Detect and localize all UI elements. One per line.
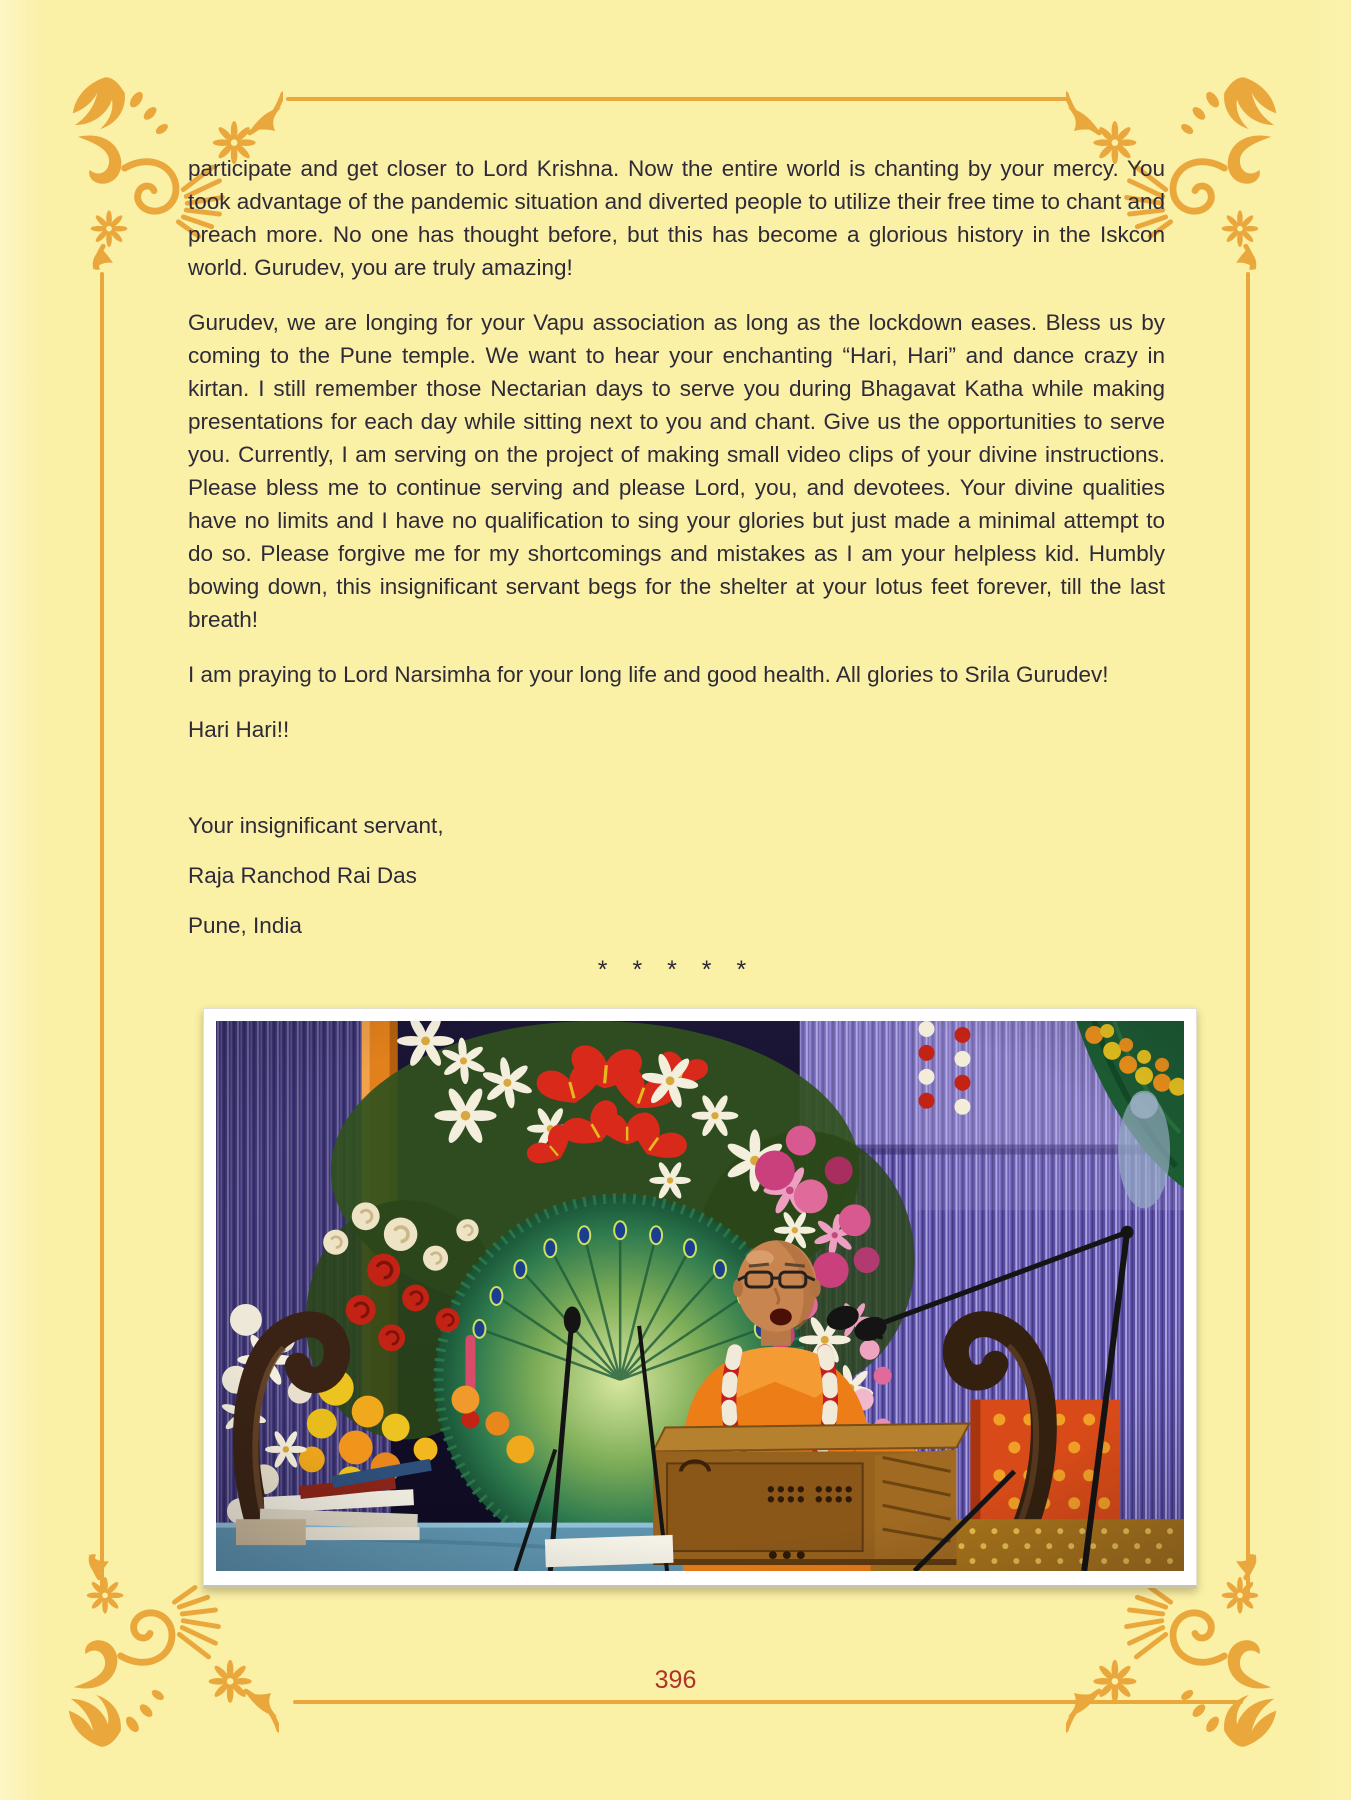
photo-frame <box>203 1008 1197 1588</box>
letter-paragraph: Hari Hari!! <box>188 717 290 742</box>
border-line-left <box>100 272 104 1600</box>
kirtan-photo <box>216 1021 1184 1571</box>
asterisk-separator: * * * * * <box>597 956 756 984</box>
letter-paragraph: Gurudev, we are longing for your Vapu association as long as the lockdown eases. Bless us by coming to the Pune temple. We want to hear your enchanting “Hari, Hari” and dance crazy in kirtan. I still remember those Nectarian days to serve you during Bhagavat Katha while making presentations for each day while sitting next to you and chant. Give us the opportunities to serve you. Currently, I am serving on the project of making small video clips of your divine instructions. Please bless me to continue serving and please Lord, you, and devotees. Your divine qualities have no limits and I have no qualification to sing your glories but just made a minimal attempt to do so. Please forgive me for my shortcomings and mistakes as I am your helpless kid. Humbly bowing down, this insignificant servant begs for the shelter at your lotus feet forever, till the last breath! <box>188 310 1165 632</box>
border-line-top <box>286 97 1070 101</box>
letter-paragraph: I am praying to Lord Narsimha for your long life and good health. All glories to Srila Gurudev! <box>188 662 1109 687</box>
letter-body <box>188 152 1165 987</box>
signature-line: Pune, India <box>188 913 302 938</box>
signature-line: Raja Ranchod Rai Das <box>188 863 417 888</box>
signature-block <box>188 809 1165 942</box>
border-line-right <box>1246 272 1250 1600</box>
page-number: 396 <box>654 1666 697 1694</box>
letter-paragraph: participate and get closer to Lord Krishna. Now the entire world is chanting by your mercy. You took advantage of the pandemic situation and diverted people to utilize their free time to chant and preach more. No one has thought before, but this has become a glorious history in the Iskcon world. Gurudev, you are truly amazing! <box>188 156 1165 280</box>
signature-line: Your insignificant servant, <box>188 813 444 838</box>
